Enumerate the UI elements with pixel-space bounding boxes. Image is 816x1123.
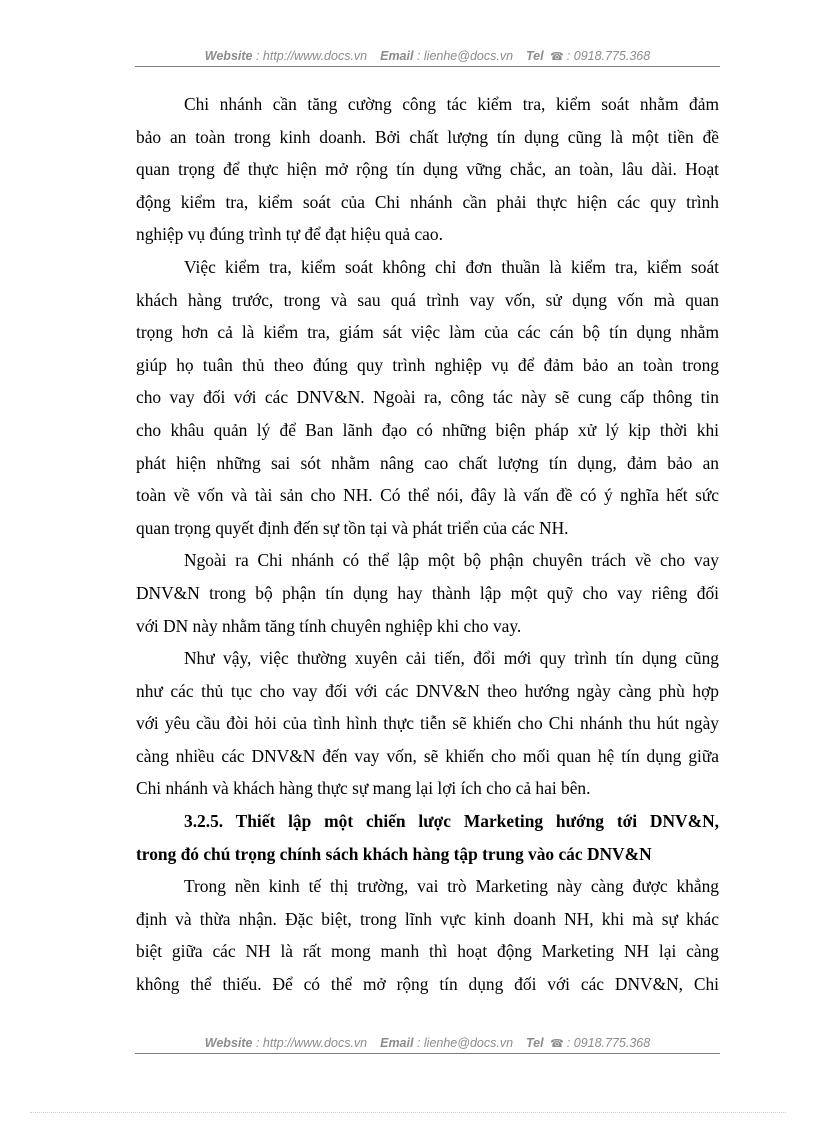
- telephone-icon: ☎: [550, 51, 564, 63]
- text-line: với DN này nhằm tăng tính chuyên nghiệp khi cho vay.: [136, 615, 522, 636]
- section-heading: 3.2.5. Thiết lập một chiến lược Marketing hướng tới DNV&N,: [184, 811, 719, 832]
- telephone-icon: ☎: [550, 1038, 564, 1050]
- page-footer: [135, 1036, 720, 1050]
- text-line: Như vậy, việc thường xuyên cải tiến, đổi mới quy trình tín dụng cũng: [184, 648, 719, 669]
- text-line: Ngoài ra Chi nhánh có thể lập một bộ phận chuyên trách về cho vay: [184, 550, 719, 571]
- header-tel-label: Tel: [526, 49, 544, 63]
- text-line: bảo an toàn trong kinh doanh. Bởi chất lượng tín dụng cũng là một tiền đề: [136, 126, 719, 147]
- header-website-label: Website: [204, 49, 253, 63]
- header-divider: [135, 66, 720, 67]
- text-line: Trong nền kinh tế thị trường, vai trò Marketing này càng được khẳng: [184, 876, 719, 897]
- footer-divider: [135, 1053, 720, 1054]
- text-line: với yêu cầu đòi hỏi của tình hình thực tiễn sẽ khiến cho Chi nhánh thu hút ngày: [136, 713, 719, 734]
- page-header: [135, 49, 720, 63]
- text-line: khách hàng trước, trong và sau quá trình vay vốn, sử dụng vốn mà quan: [136, 289, 719, 310]
- text-line: biệt giữa các NH là rất mong manh thì hoạt động Marketing NH lại càng: [136, 941, 719, 962]
- footer-email-label: Email: [380, 1036, 414, 1050]
- text-line: Chi nhánh cần tăng cường công tác kiểm tra, kiểm soát nhằm đảm: [184, 94, 719, 114]
- text-line: quan trọng để thực hiện mở rộng tín dụng vững chắc, an toàn, lâu dài. Hoạt: [136, 159, 719, 180]
- text-line: Việc kiểm tra, kiểm soát không chỉ đơn thuần là kiểm tra, kiểm soát: [184, 256, 719, 277]
- text-line: như các thủ tục cho vay đối với các DNV&N theo hướng ngày càng phù hợp: [136, 680, 719, 701]
- text-line: nghiệp vụ đúng trình tự để đạt hiệu quả cao.: [136, 224, 443, 245]
- page-edge: [30, 1112, 786, 1113]
- text-line: cho vay đối với các DNV&N. Ngoài ra, công tác này sẽ cung cấp thông tin: [136, 387, 719, 408]
- header-website-url: : http://www.docs.vn: [255, 49, 368, 63]
- text-line: động kiểm tra, kiểm soát của Chi nhánh cần phải thực hiện các quy trình: [136, 191, 719, 212]
- text-line: DNV&N trong bộ phận tín dụng hay thành lập một quỹ cho vay riêng đối: [136, 582, 719, 603]
- text-line: giúp họ tuân thủ theo đúng quy trình nghiệp vụ để đảm bảo an toàn trong: [136, 354, 719, 375]
- text-line: Chi nhánh và khách hàng thực sự mang lại lợi ích cho cả hai bên.: [136, 778, 591, 799]
- section-heading: trong đó chú trọng chính sách khách hàng tập trung vào các DNV&N: [136, 843, 652, 864]
- text-line: quan trọng quyết định đến sự tồn tại và phát triển của các NH.: [136, 517, 569, 538]
- text-line: cho khâu quản lý để Ban lãnh đạo có những biện pháp xử lý kịp thời khi: [136, 419, 719, 440]
- footer-email-value: : lienhe@docs.vn: [416, 1036, 514, 1050]
- text-line: toàn về vốn và tài sản cho NH. Có thể nói, đây là vấn đề có ý nghĩa hết sức: [136, 485, 719, 506]
- footer-tel-label: Tel: [526, 1036, 544, 1050]
- text-line: phát hiện những sai sót nhằm nâng cao chất lượng tín dụng, đảm bảo an: [136, 452, 719, 473]
- text-line: không thể thiếu. Để có thể mở rộng tín dụng đối với các DNV&N, Chi: [136, 974, 719, 995]
- text-line: trọng hơn cả là kiểm tra, giám sát việc làm của các cán bộ tín dụng nhằm: [136, 322, 719, 343]
- header-email-value: : lienhe@docs.vn: [416, 49, 514, 63]
- document-body: [136, 88, 719, 1001]
- header-tel-value: : 0918.775.368: [566, 49, 651, 63]
- text-line: định và thừa nhận. Đặc biệt, trong lĩnh vực kinh doanh NH, khi mà sự khác: [136, 908, 719, 929]
- text-line: càng nhiều các DNV&N đến vay vốn, sẽ khiến cho mối quan hệ tín dụng giữa: [136, 745, 719, 766]
- footer-tel-value: : 0918.775.368: [566, 1036, 651, 1050]
- header-email-label: Email: [380, 49, 414, 63]
- footer-website-url: : http://www.docs.vn: [255, 1036, 368, 1050]
- footer-website-label: Website: [204, 1036, 253, 1050]
